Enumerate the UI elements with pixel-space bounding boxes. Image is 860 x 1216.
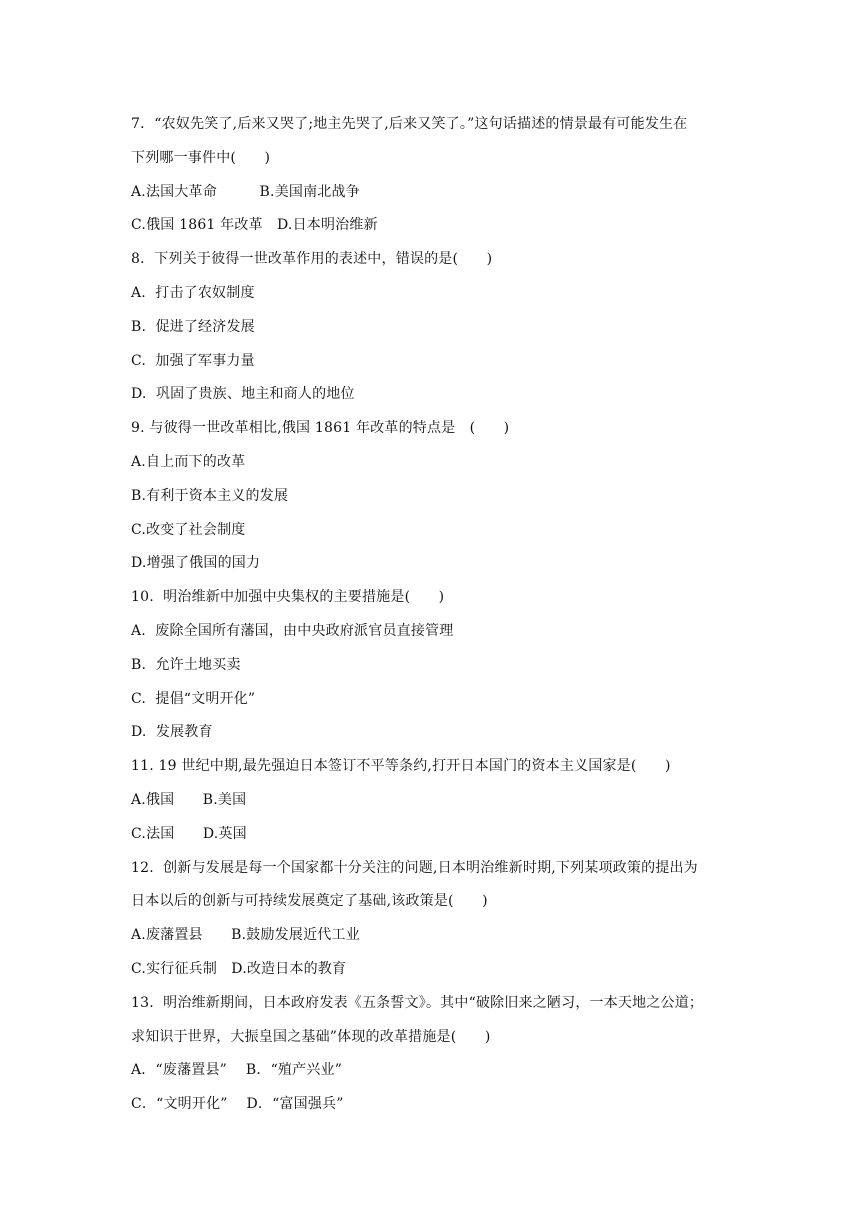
q7-options-cd: C.俄国 1861 年改革 D.日本明治维新 xyxy=(131,217,378,234)
q9-stem: 9. 与彼得一世改革相比,俄国 1861 年改革的特点是 ( ) xyxy=(131,420,510,437)
q11-stem: 11. 19 世纪中期,最先强迫日本签订不平等条约,打开日本国门的资本主义国家是( ) xyxy=(131,758,671,775)
q8-option-b: B. 促进了经济发展 xyxy=(131,318,255,335)
q13-stem-line2: 求知识于世界，大振皇国之基础”体现的改革措施是( ) xyxy=(131,1028,491,1045)
q10-option-b: B. 允许土地买卖 xyxy=(131,656,241,673)
q10-option-d: D. 发展教育 xyxy=(131,724,213,741)
q7-options-ab: A.法国大革命 B.美国南北战争 xyxy=(131,183,360,200)
q10-option-a: A. 废除全国所有藩国，由中央政府派官员直接管理 xyxy=(131,622,454,639)
q7-stem-line1: 7．“农奴先笑了,后来又哭了;地主先哭了,后来又笑了。”这句话描述的情景最有可能发生在 xyxy=(131,116,688,132)
q11-options-ab: A.俄国 B.美国 xyxy=(131,791,247,808)
document-page xyxy=(131,108,741,1122)
q11-options-cd: C.法国 D.英国 xyxy=(131,825,247,842)
q8-option-c: C. 加强了军事力量 xyxy=(131,352,255,369)
q9-option-c: C.改变了社会制度 xyxy=(131,521,246,538)
q13-options-cd: C．“文明开化” D．“富国强兵” xyxy=(131,1096,344,1113)
q13-stem-line1: 13. 明治维新期间，日本政府发表《五条誓文》。其中“破除旧来之陋习，一本天地之公道； xyxy=(131,994,704,1011)
q8-option-d: D. 巩固了贵族、地主和商人的地位 xyxy=(131,386,355,403)
q9-option-d: D.增强了俄国的国力 xyxy=(131,555,261,572)
q13-options-ab: A．“废藩置县” B．“殖产兴业” xyxy=(131,1062,343,1079)
q10-option-c: C. 提倡“文明开化” xyxy=(131,690,256,707)
q9-option-a: A.自上而下的改革 xyxy=(131,453,246,470)
q9-option-b: B.有利于资本主义的发展 xyxy=(131,487,289,504)
q8-option-a: A. 打击了农奴制度 xyxy=(131,284,255,301)
q12-stem-line2: 日本以后的创新与可持续发展奠定了基础,该政策是( ) xyxy=(131,893,488,910)
q12-options-ab: A.废藩置县 B.鼓励发展近代工业 xyxy=(131,927,360,944)
q12-options-cd: C.实行征兵制 D.改造日本的教育 xyxy=(131,960,347,977)
q7-stem-line2: 下列哪一事件中( ) xyxy=(131,149,271,166)
q8-stem: 8．下列关于彼得一世改革作用的表述中，错误的是( ) xyxy=(131,251,493,268)
q12-stem-line1: 12. 创新与发展是每一个国家都十分关注的问题,日本明治维新时期,下列某项政策的提出为 xyxy=(131,859,698,876)
q10-stem: 10. 明治维新中加强中央集权的主要措施是( ) xyxy=(131,589,445,606)
